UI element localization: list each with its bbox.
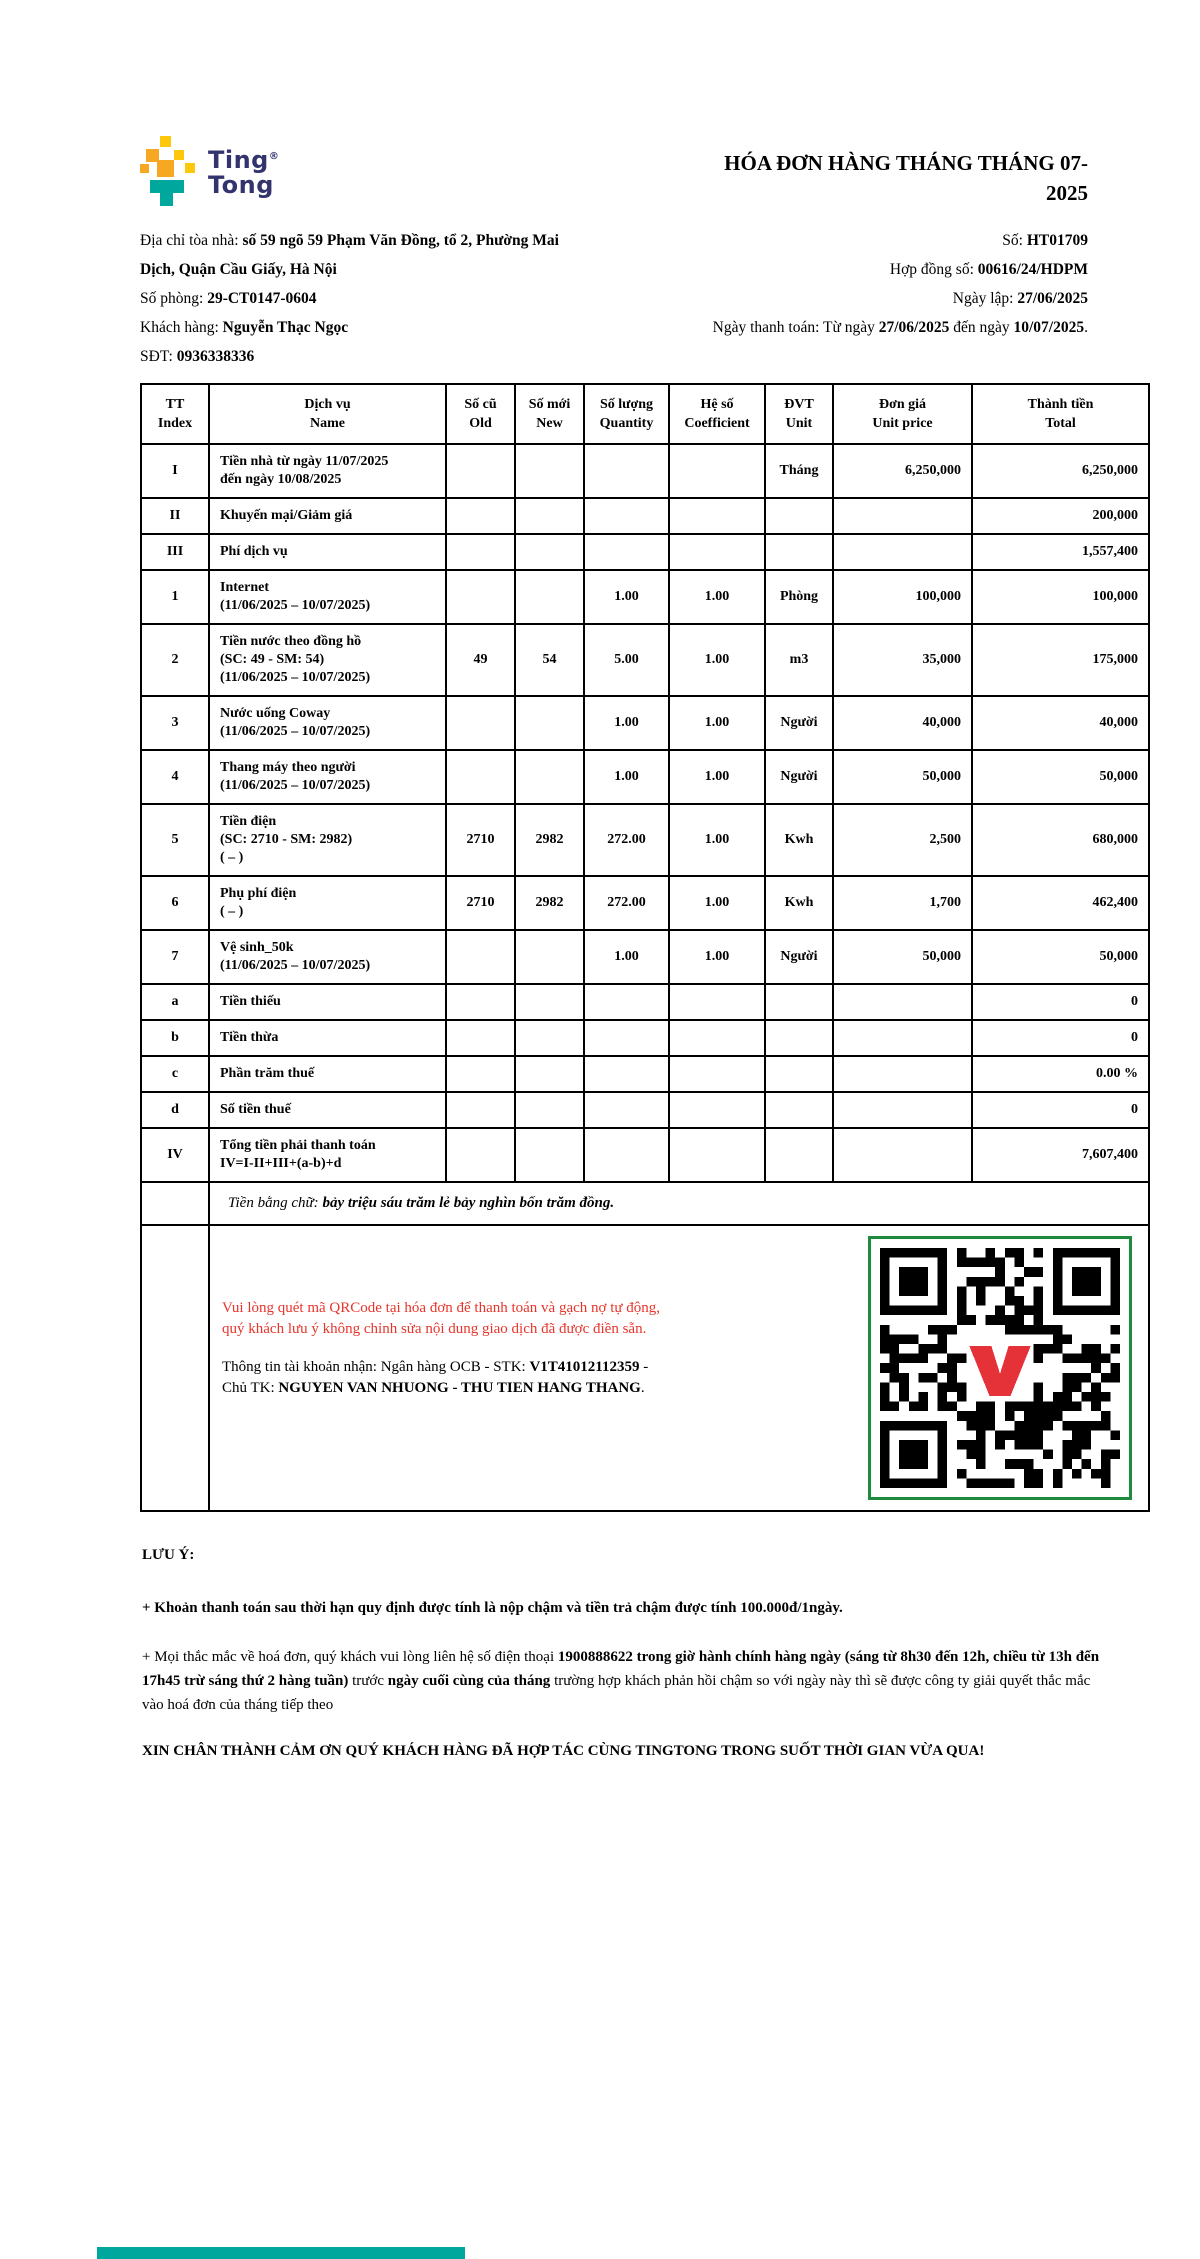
- invoice-title-line1: HÓA ĐƠN HÀNG THÁNG THÁNG 07-: [724, 151, 1088, 175]
- cell-new-reading: [515, 1128, 584, 1182]
- thank-you-message: XIN CHÂN THÀNH CẢM ƠN QUÝ KHÁCH HÀNG ĐÃ HỢP TÁC CÙNG TINGTONG TRONG SUỐT THỜI GIAN VỪA QUA!: [142, 1743, 985, 1759]
- table-row: [141, 444, 1149, 498]
- cell-unit: [765, 1092, 833, 1128]
- cell-service-name: Số tiền thuế: [209, 1092, 446, 1128]
- amount-in-words-row: [141, 1182, 1149, 1225]
- cell-unit-price: 50,000: [833, 750, 972, 804]
- cell-old-reading: [446, 984, 515, 1020]
- account-holder-label: - Chủ TK:: [222, 1359, 649, 1396]
- payment-instructions: [210, 1226, 674, 1399]
- cell-coefficient: [669, 1128, 765, 1182]
- cell-index: III: [141, 534, 209, 570]
- column-header: Số lượng Quantity: [584, 384, 669, 444]
- issue-date-label: Ngày lập:: [952, 290, 1018, 307]
- registered-mark-icon: ®: [268, 151, 280, 162]
- cell-new-reading: 54: [515, 624, 584, 696]
- cell-old-reading: [446, 930, 515, 984]
- cell-index: IV: [141, 1128, 209, 1182]
- hotline-note-part3: trường hợp khách phản hồi chậm so với ngày này thì sẽ được công ty giải quyết thắc mắc vào hoá đơn của tháng tiếp theo: [142, 1673, 1091, 1713]
- cell-old-reading: [446, 1092, 515, 1128]
- deadline-emphasis: ngày cuối cùng của tháng: [387, 1673, 551, 1689]
- cell-service-name: Tiền nhà từ ngày 11/07/2025 đến ngày 10/08/2025: [209, 444, 446, 498]
- tingtong-logo-icon: [140, 136, 198, 206]
- cell-total: 1,557,400: [972, 534, 1149, 570]
- cell-total: 100,000: [972, 570, 1149, 624]
- invoice-number-label: Số:: [1002, 232, 1027, 249]
- room-label: Số phòng:: [140, 290, 208, 307]
- cell-quantity: [584, 498, 669, 534]
- cell-new-reading: [515, 444, 584, 498]
- payment-mid-label: đến ngày: [949, 319, 1014, 336]
- invoice-title-line2: 2025: [1046, 181, 1088, 205]
- cell-unit-price: [833, 534, 972, 570]
- invoice-number-value: HT01709: [1026, 232, 1088, 249]
- column-header: Hệ số Coefficient: [669, 384, 765, 444]
- amount-in-words-cell: [209, 1182, 1149, 1225]
- qr-code-icon: [880, 1248, 1120, 1488]
- cell-old-reading: [446, 444, 515, 498]
- amount-in-words-value: bảy triệu sáu trăm lẻ bảy nghìn bốn trăm đồng.: [322, 1195, 615, 1211]
- table-row: [141, 750, 1149, 804]
- payment-period-line: [645, 313, 1088, 342]
- customer-line: [140, 313, 645, 342]
- cell-coefficient: 1.00: [669, 624, 765, 696]
- cell-service-name: Tiền thừa: [209, 1020, 446, 1056]
- cell-total: 0: [972, 984, 1149, 1020]
- hotline-note-part2: trước: [348, 1673, 388, 1689]
- cell-coefficient: [669, 534, 765, 570]
- cell-coefficient: 1.00: [669, 750, 765, 804]
- cell-unit-price: 40,000: [833, 696, 972, 750]
- logo-tong: Tong: [208, 171, 274, 199]
- cell-quantity: 1.00: [584, 570, 669, 624]
- cell-coefficient: [669, 1020, 765, 1056]
- cell-coefficient: [669, 1056, 765, 1092]
- cell-quantity: 272.00: [584, 804, 669, 876]
- issue-date-line: [645, 284, 1088, 313]
- cell-service-name: Nước uống Coway (11/06/2025 – 10/07/2025): [209, 696, 446, 750]
- cell-total: 50,000: [972, 930, 1149, 984]
- column-header: ĐVT Unit: [765, 384, 833, 444]
- cell-quantity: [584, 1092, 669, 1128]
- cell-new-reading: [515, 570, 584, 624]
- cell-new-reading: [515, 1056, 584, 1092]
- header-row: [140, 136, 1088, 208]
- invoice-title: [568, 136, 1088, 208]
- payment-period-dot: .: [1084, 319, 1088, 336]
- table-header-row: [141, 384, 1149, 444]
- table-row: [141, 1128, 1149, 1182]
- cell-old-reading: 2710: [446, 804, 515, 876]
- tingtong-logo-text: [208, 144, 279, 198]
- cell-index: 6: [141, 876, 209, 930]
- cell-quantity: 1.00: [584, 930, 669, 984]
- qr-payment-cell: [209, 1225, 1149, 1511]
- cell-quantity: [584, 1020, 669, 1056]
- room-number-line: [140, 284, 645, 313]
- cell-coefficient: [669, 984, 765, 1020]
- cell-index: c: [141, 1056, 209, 1092]
- cell-unit-price: 2,500: [833, 804, 972, 876]
- cell-unit-price: 100,000: [833, 570, 972, 624]
- issue-date-value: 27/06/2025: [1017, 290, 1088, 307]
- cell-old-reading: 2710: [446, 876, 515, 930]
- cell-old-reading: 49: [446, 624, 515, 696]
- cell-coefficient: 1.00: [669, 696, 765, 750]
- cell-unit: [765, 1020, 833, 1056]
- table-row: [141, 930, 1149, 984]
- contract-number-line: [645, 255, 1088, 284]
- invoice-info-left: [140, 226, 645, 371]
- cell-index: I: [141, 444, 209, 498]
- cell-index: b: [141, 1020, 209, 1056]
- table-row: [141, 534, 1149, 570]
- cell-unit-price: [833, 1020, 972, 1056]
- cell-coefficient: 1.00: [669, 930, 765, 984]
- cell-quantity: [584, 1128, 669, 1182]
- cell-unit: Tháng: [765, 444, 833, 498]
- cell-index: d: [141, 1092, 209, 1128]
- cell-old-reading: [446, 570, 515, 624]
- invoice-table: [140, 383, 1150, 1512]
- payment-qr-code: [868, 1236, 1132, 1500]
- info-right-spacer: [645, 342, 1088, 371]
- cell-new-reading: [515, 750, 584, 804]
- table-row: [141, 696, 1149, 750]
- cell-unit: Kwh: [765, 876, 833, 930]
- cell-coefficient: 1.00: [669, 570, 765, 624]
- table-row: [141, 1092, 1149, 1128]
- cell-coefficient: [669, 1092, 765, 1128]
- payment-to-date: 10/07/2025: [1013, 319, 1085, 336]
- cell-old-reading: [446, 750, 515, 804]
- column-header: Thành tiền Total: [972, 384, 1149, 444]
- cell-unit-price: [833, 1092, 972, 1128]
- cell-quantity: [584, 534, 669, 570]
- cell-total: 7,607,400: [972, 1128, 1149, 1182]
- table-row: [141, 804, 1149, 876]
- account-prefix: Thông tin tài khoản nhận: Ngân hàng OCB - STK:: [222, 1359, 530, 1375]
- cell-new-reading: [515, 696, 584, 750]
- hotline-note-part1: + Mọi thắc mắc về hoá đơn, quý khách vui lòng liên hệ số điện thoại: [142, 1649, 558, 1665]
- cell-quantity: 1.00: [584, 750, 669, 804]
- column-header: Dịch vụ Name: [209, 384, 446, 444]
- cell-new-reading: 2982: [515, 876, 584, 930]
- late-payment-note: + Khoản thanh toán sau thời hạn quy định được tính là nộp chậm và tiền trả chậm được tính 100.000đ/1ngày.: [142, 1600, 843, 1616]
- cell-total: 0.00 %: [972, 1056, 1149, 1092]
- cell-service-name: Phí dịch vụ: [209, 534, 446, 570]
- cell-total: 6,250,000: [972, 444, 1149, 498]
- cell-index: a: [141, 984, 209, 1020]
- cell-unit-price: [833, 1128, 972, 1182]
- account-number: V1T41012112359: [529, 1359, 640, 1375]
- address-value-line1: số 59 ngõ 59 Phạm Văn Đồng, tổ 2, Phường Mai: [242, 232, 559, 249]
- table-row: [141, 1020, 1149, 1056]
- cell-quantity: 5.00: [584, 624, 669, 696]
- cell-service-name: Tiền điện (SC: 2710 - SM: 2982) ( – ): [209, 804, 446, 876]
- cell-index: [141, 1225, 209, 1511]
- cell-coefficient: 1.00: [669, 876, 765, 930]
- qr-payment-row: [141, 1225, 1149, 1511]
- cell-index: [141, 1182, 209, 1225]
- tingtong-logo: [140, 136, 279, 206]
- cell-unit-price: 35,000: [833, 624, 972, 696]
- cell-coefficient: 1.00: [669, 804, 765, 876]
- footer-notes: [142, 1543, 1107, 1763]
- table-row: [141, 570, 1149, 624]
- cell-service-name: Tổng tiền phải thanh toán IV=I-II+III+(a-b)+d: [209, 1128, 446, 1182]
- payment-from-date: 27/06/2025: [878, 319, 950, 336]
- invoice-number-line: [645, 226, 1088, 255]
- cell-unit-price: 1,700: [833, 876, 972, 930]
- cell-coefficient: [669, 444, 765, 498]
- cell-unit: [765, 984, 833, 1020]
- cell-service-name: Khuyến mại/Giảm giá: [209, 498, 446, 534]
- phone-value: 0936338336: [176, 348, 255, 365]
- cell-unit: [765, 534, 833, 570]
- address-label: Địa chỉ tòa nhà:: [140, 232, 243, 249]
- cell-new-reading: 2982: [515, 804, 584, 876]
- cell-new-reading: [515, 930, 584, 984]
- building-address-line1: [140, 226, 645, 255]
- cell-unit: [765, 1056, 833, 1092]
- cell-service-name: Phần trăm thuế: [209, 1056, 446, 1092]
- cell-service-name: Vệ sinh_50k (11/06/2025 – 10/07/2025): [209, 930, 446, 984]
- cell-service-name: Tiền thiếu: [209, 984, 446, 1020]
- cell-total: 0: [972, 1020, 1149, 1056]
- table-row: [141, 984, 1149, 1020]
- cell-index: II: [141, 498, 209, 534]
- cell-index: 5: [141, 804, 209, 876]
- address-value-line2: Dịch, Quận Cầu Giấy, Hà Nội: [140, 261, 337, 278]
- cell-old-reading: [446, 1020, 515, 1056]
- invoice-info: [140, 226, 1088, 371]
- cell-unit: Người: [765, 750, 833, 804]
- cell-total: 50,000: [972, 750, 1149, 804]
- cell-old-reading: [446, 534, 515, 570]
- logo-ting: Ting: [208, 146, 269, 174]
- account-dot: .: [640, 1380, 645, 1396]
- column-header: Số cũ Old: [446, 384, 515, 444]
- cell-unit: [765, 498, 833, 534]
- cell-old-reading: [446, 1056, 515, 1092]
- cell-quantity: 1.00: [584, 696, 669, 750]
- phone-line: [140, 342, 645, 371]
- cell-index: 2: [141, 624, 209, 696]
- building-address-line2: [140, 255, 645, 284]
- cell-unit: Người: [765, 930, 833, 984]
- cell-unit-price: 6,250,000: [833, 444, 972, 498]
- room-value: 29-CT0147-0604: [207, 290, 317, 307]
- cell-total: 462,400: [972, 876, 1149, 930]
- notes-heading: LƯU Ý:: [142, 1547, 195, 1563]
- cell-total: 0: [972, 1092, 1149, 1128]
- cell-coefficient: [669, 498, 765, 534]
- customer-label: Khách hàng:: [140, 319, 223, 336]
- cell-unit: Kwh: [765, 804, 833, 876]
- customer-value: Nguyễn Thạc Ngọc: [222, 319, 349, 336]
- cell-index: 1: [141, 570, 209, 624]
- contract-value: 00616/24/HDPM: [977, 261, 1088, 278]
- cell-total: 200,000: [972, 498, 1149, 534]
- table-row: [141, 498, 1149, 534]
- cell-total: 680,000: [972, 804, 1149, 876]
- invoice-info-right: [645, 226, 1088, 371]
- cell-old-reading: [446, 696, 515, 750]
- bank-account-info: [222, 1357, 674, 1399]
- cell-new-reading: [515, 1020, 584, 1056]
- phone-label: SĐT:: [140, 348, 177, 365]
- cell-service-name: Thang máy theo người (11/06/2025 – 10/07/2025): [209, 750, 446, 804]
- cell-quantity: [584, 1056, 669, 1092]
- cell-index: 3: [141, 696, 209, 750]
- cell-total: 40,000: [972, 696, 1149, 750]
- footer-accent-bar: [97, 2247, 465, 2259]
- hotline-number-and-hours: 1900888622 trong giờ hành chính hàng ngày (sáng từ 8h30 đến 12h, chiều từ 13h đến 17h45 trừ sáng thứ 2 hàng tuần): [142, 1649, 1100, 1689]
- cell-unit-price: 50,000: [833, 930, 972, 984]
- cell-index: 4: [141, 750, 209, 804]
- cell-quantity: 272.00: [584, 876, 669, 930]
- cell-total: 175,000: [972, 624, 1149, 696]
- table-row: [141, 876, 1149, 930]
- cell-unit: Người: [765, 696, 833, 750]
- column-header: Đơn giá Unit price: [833, 384, 972, 444]
- cell-unit: m3: [765, 624, 833, 696]
- cell-new-reading: [515, 498, 584, 534]
- account-holder-name: NGUYEN VAN NHUONG - THU TIEN HANG THANG: [278, 1380, 641, 1396]
- column-header: Số mới New: [515, 384, 584, 444]
- cell-unit: [765, 1128, 833, 1182]
- cell-new-reading: [515, 984, 584, 1020]
- hotline-note: [142, 1645, 1107, 1717]
- cell-quantity: [584, 444, 669, 498]
- cell-new-reading: [515, 534, 584, 570]
- cell-old-reading: [446, 498, 515, 534]
- cell-service-name: Tiền nước theo đồng hồ (SC: 49 - SM: 54) (11/06/2025 – 10/07/2025): [209, 624, 446, 696]
- cell-service-name: Internet (11/06/2025 – 10/07/2025): [209, 570, 446, 624]
- cell-unit: Phòng: [765, 570, 833, 624]
- cell-old-reading: [446, 1128, 515, 1182]
- amount-in-words-label: Tiền bằng chữ:: [228, 1195, 323, 1211]
- contract-label: Hợp đồng số:: [889, 261, 978, 278]
- cell-new-reading: [515, 1092, 584, 1128]
- qr-notice-text: Vui lòng quét mã QRCode tại hóa đơn để thanh toán và gạch nợ tự động, quý khách lưu ý không chỉnh sửa nội dung giao dịch đã được điền sẵn.: [222, 1300, 661, 1337]
- column-header: TT Index: [141, 384, 209, 444]
- cell-unit-price: [833, 1056, 972, 1092]
- cell-unit-price: [833, 984, 972, 1020]
- payment-label: Ngày thanh toán: Từ ngày: [712, 319, 879, 336]
- table-row: [141, 1056, 1149, 1092]
- cell-service-name: Phụ phí điện ( – ): [209, 876, 446, 930]
- cell-index: 7: [141, 930, 209, 984]
- cell-unit-price: [833, 498, 972, 534]
- table-row: [141, 624, 1149, 696]
- cell-quantity: [584, 984, 669, 1020]
